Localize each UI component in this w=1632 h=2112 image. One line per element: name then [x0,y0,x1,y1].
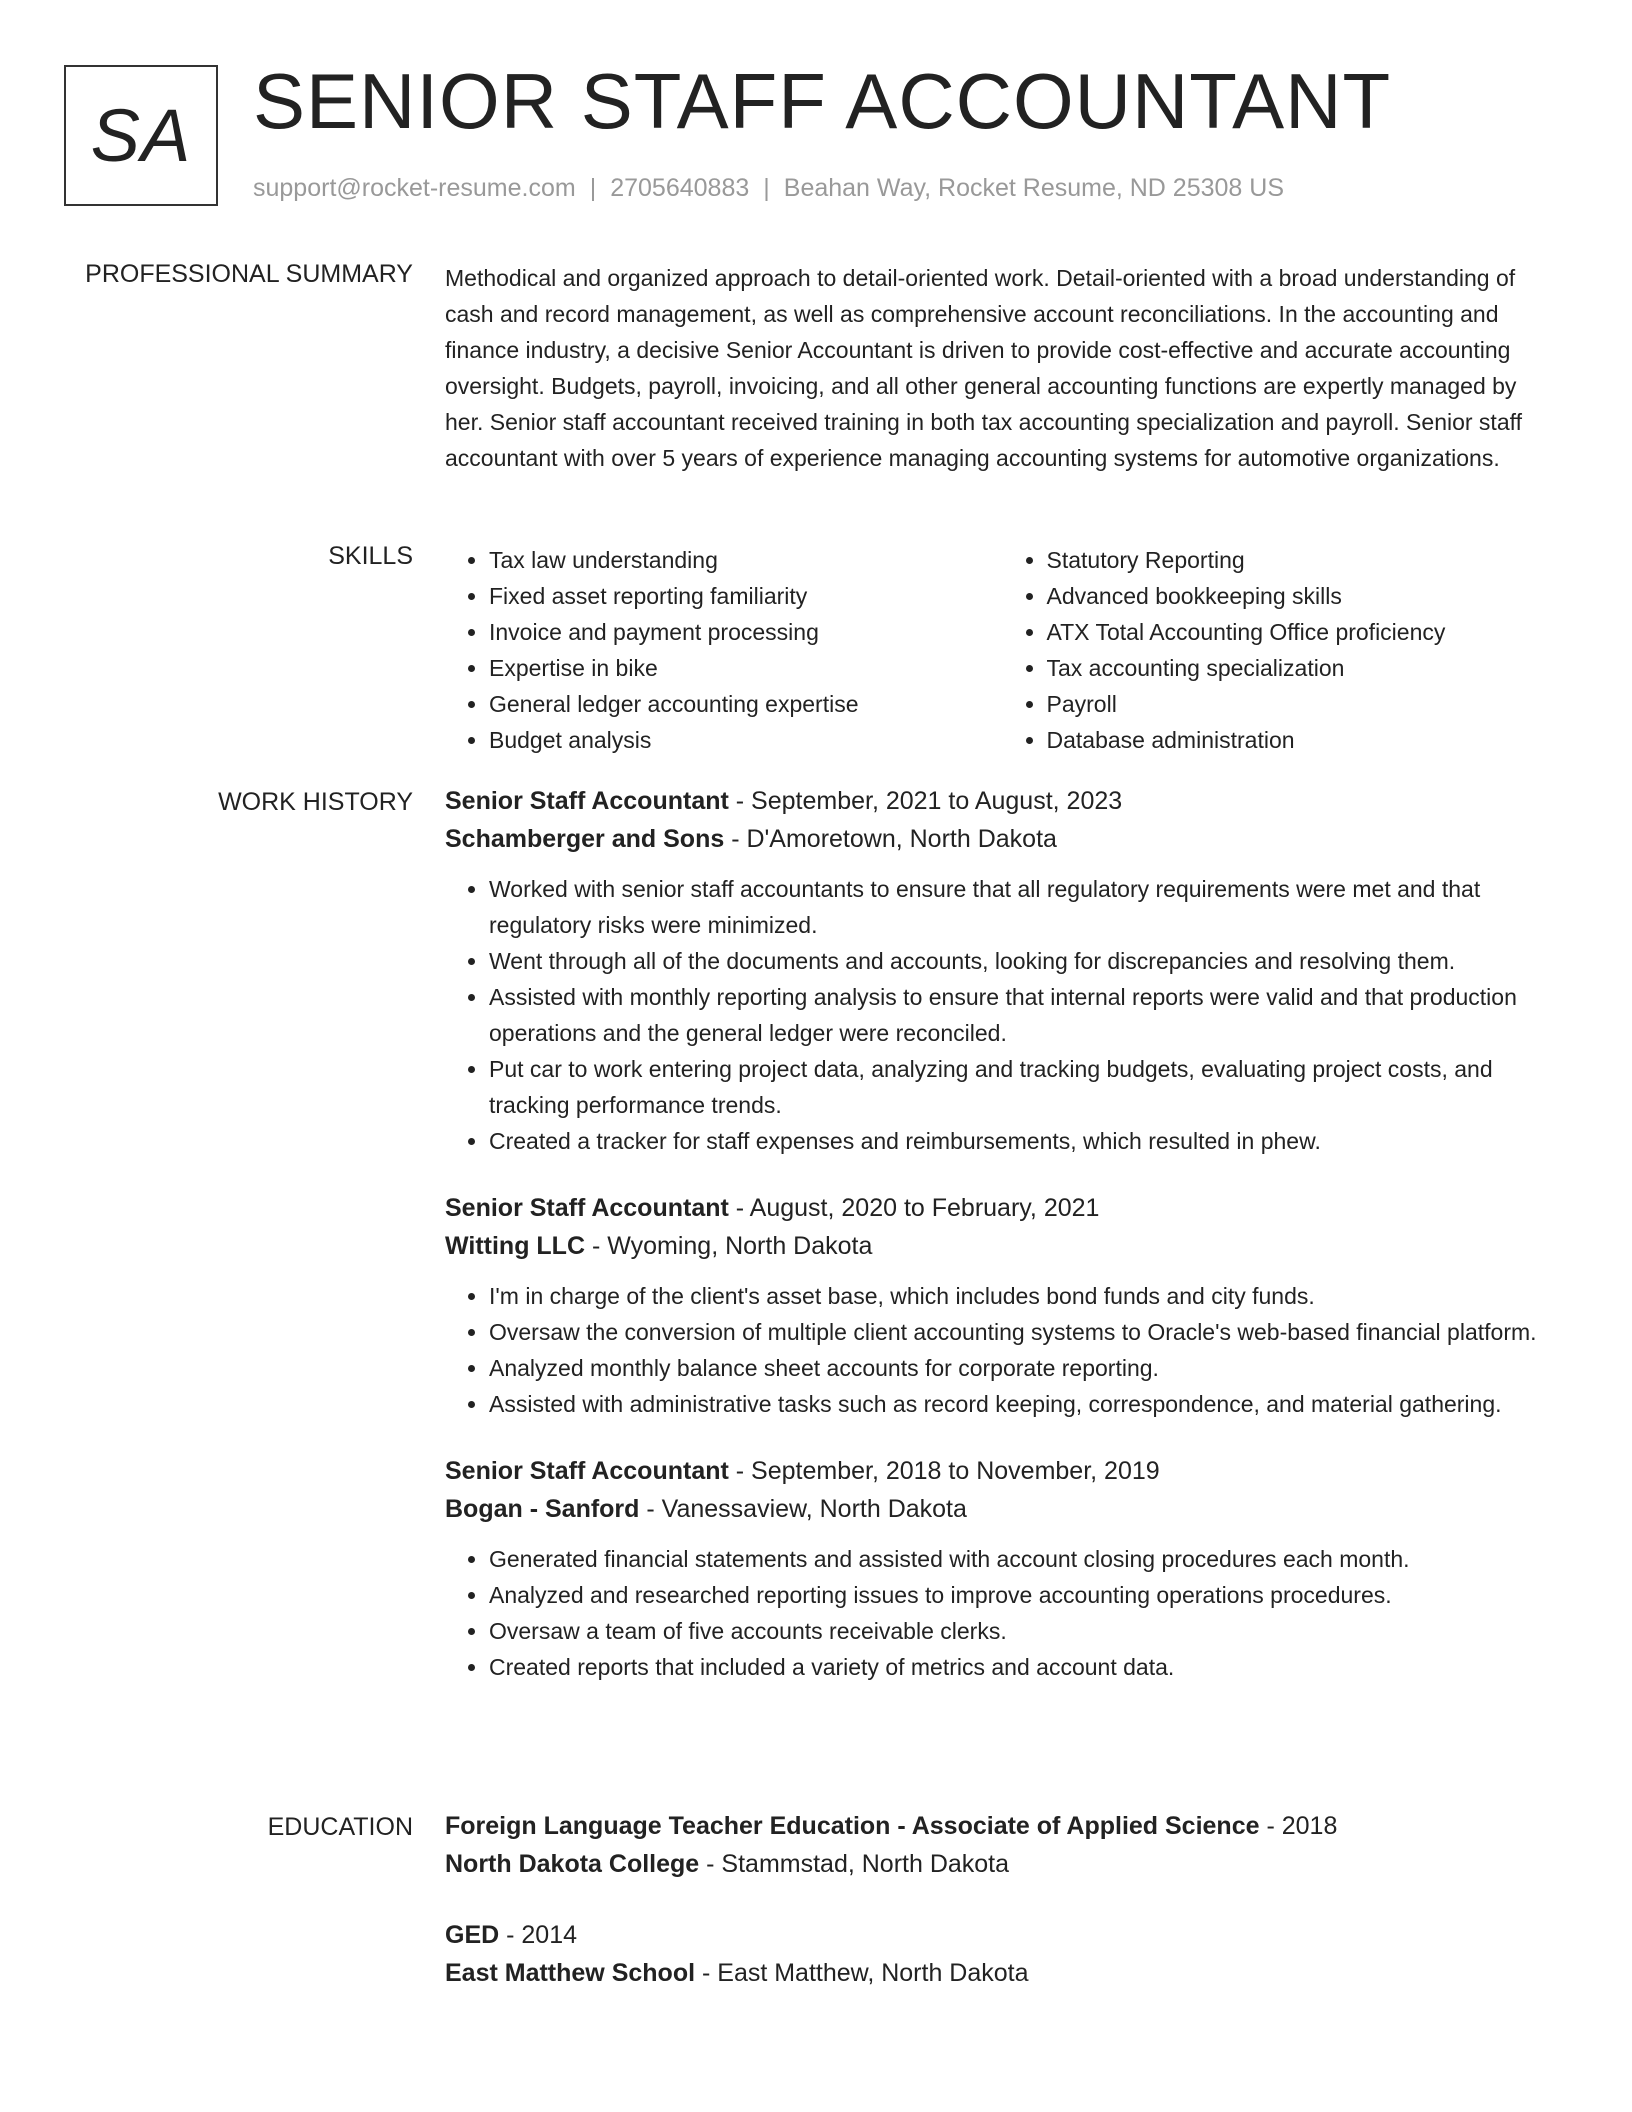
skill-item: • General ledger accounting expertise [489,686,1003,722]
section-title-education: EDUCATION [267,1813,413,1841]
job-location: - Vanessaview, North Dakota [639,1495,967,1523]
skill-item: • Fixed asset reporting familiarity [489,578,1003,614]
contact-separator: | [589,174,597,202]
job-location: - Wyoming, North Dakota [585,1232,873,1260]
job-bullet: • Created reports that included a variety of metrics and account data. [489,1649,1560,1685]
education-school: East Matthew School [445,1959,696,1987]
job-bullets [445,1541,1560,1685]
job-company: Schamberger and Sons [445,825,725,853]
job-bullet: • Assisted with monthly reporting analysis to ensure that internal reports were valid and that production operations and the general ledger were reconciled. [489,979,1560,1051]
contact-separator: | [763,174,770,202]
job-company-line [445,820,1560,858]
job-bullet: • Went through all of the documents and accounts, looking for discrepancies and resolving them. [489,943,1560,979]
skills-column-left [445,542,1003,758]
contact-line [253,174,1284,203]
job-company: Bogan - Sanford [445,1495,640,1523]
skill-item: • Expertise in bike [489,650,1003,686]
job-dates: - August, 2020 to February, 2021 [728,1194,1100,1222]
contact-phone: 2705640883 [610,174,750,202]
skill-item: • Payroll [1047,686,1561,722]
job-bullet: • Analyzed and researched reporting issues to improve accounting operations procedures. [489,1577,1560,1613]
job-location: - D'Amoretown, North Dakota [724,825,1057,853]
job-bullet: • Created a tracker for staff expenses and reimbursements, which resulted in phew. [489,1123,1560,1159]
job-title-line [445,782,1560,820]
skill-item: • Tax accounting specialization [1047,650,1561,686]
education-body [445,1807,1560,2025]
skill-item: • Statutory Reporting [1047,542,1561,578]
summary-body [445,260,1560,476]
job-role: Senior Staff Accountant [445,1194,729,1222]
job-bullet: • I'm in charge of the client's asset base, which includes bond funds and city funds. [489,1278,1560,1314]
skill-item: • Tax law understanding [489,542,1003,578]
job-entry [445,782,1560,1159]
section-title-skills: SKILLS [328,542,413,570]
job-bullet: • Assisted with administrative tasks such as record keeping, correspondence, and material gathering. [489,1386,1560,1422]
job-entry [445,1452,1560,1685]
job-bullet: • Analyzed monthly balance sheet accounts for corporate reporting. [489,1350,1560,1386]
job-entry [445,1189,1560,1422]
contact-email: support@rocket-resume.com [253,174,576,202]
job-company-line [445,1227,1560,1265]
skills-grid [445,542,1560,758]
education-school: North Dakota College [445,1850,700,1878]
education-degree: GED [445,1921,500,1949]
job-bullet: • Generated financial statements and assisted with account closing procedures each month. [489,1541,1560,1577]
education-year: - 2014 [499,1921,578,1949]
education-entry [445,1916,1560,1992]
education-school-line [445,1954,1560,1992]
skills-column-right [1003,542,1561,758]
skill-item: • ATX Total Accounting Office proficiency [1047,614,1561,650]
skills-body [445,542,1560,758]
job-role: Senior Staff Accountant [445,787,729,815]
education-degree-line [445,1807,1560,1845]
education-degree: Foreign Language Teacher Education - Associate of Applied Science [445,1812,1260,1840]
job-bullets [445,871,1560,1159]
job-bullets [445,1278,1560,1422]
contact-address: Beahan Way, Rocket Resume, ND 25308 US [783,174,1284,202]
monogram-initials: SA [64,65,218,206]
education-school-line [445,1845,1560,1883]
job-bullet: • Oversaw the conversion of multiple client accounting systems to Oracle's web-based financial platform. [489,1314,1560,1350]
resume-title: SENIOR STAFF ACCOUNTANT [253,57,1392,145]
summary-text: Methodical and organized approach to detail-oriented work. Detail-oriented with a broad understanding of cash and record management, as well as comprehensive account reconciliations. In the accounting and finance industry, a decisive Senior Accountant is driven to provide cost-effective and accurate accounting oversight. Budgets, payroll, invoicing, and all other general accounting functions are expertly managed by her. Senior staff accountant received training in both tax accounting specialization and payroll. Senior staff accountant with over 5 years of experience managing accounting systems for automotive organizations. [445,265,1522,471]
job-dates: - September, 2021 to August, 2023 [728,787,1123,815]
job-company: Witting LLC [445,1232,586,1260]
job-bullet: • Put car to work entering project data, analyzing and tracking budgets, evaluating project costs, and tracking performance trends. [489,1051,1560,1123]
education-location: - East Matthew, North Dakota [695,1959,1029,1987]
skill-item: • Advanced bookkeeping skills [1047,578,1561,614]
job-title-line [445,1452,1560,1490]
education-year: - 2018 [1259,1812,1338,1840]
skill-item: • Invoice and payment processing [489,614,1003,650]
education-degree-line [445,1916,1560,1954]
job-bullet: • Oversaw a team of five accounts receivable clerks. [489,1613,1560,1649]
education-entry [445,1807,1560,1883]
section-title-summary: PROFESSIONAL SUMMARY [85,260,413,288]
job-dates: - September, 2018 to November, 2019 [728,1457,1160,1485]
job-title-line [445,1189,1560,1227]
job-bullet: • Worked with senior staff accountants to ensure that all regulatory requirements were met and that regulatory risks were minimized. [489,871,1560,943]
education-location: - Stammstad, North Dakota [699,1850,1010,1878]
skill-item: • Database administration [1047,722,1561,758]
skill-item: • Budget analysis [489,722,1003,758]
work-history-body [445,782,1560,1715]
section-title-work-history: WORK HISTORY [218,788,413,816]
job-role: Senior Staff Accountant [445,1457,729,1485]
job-company-line [445,1490,1560,1528]
